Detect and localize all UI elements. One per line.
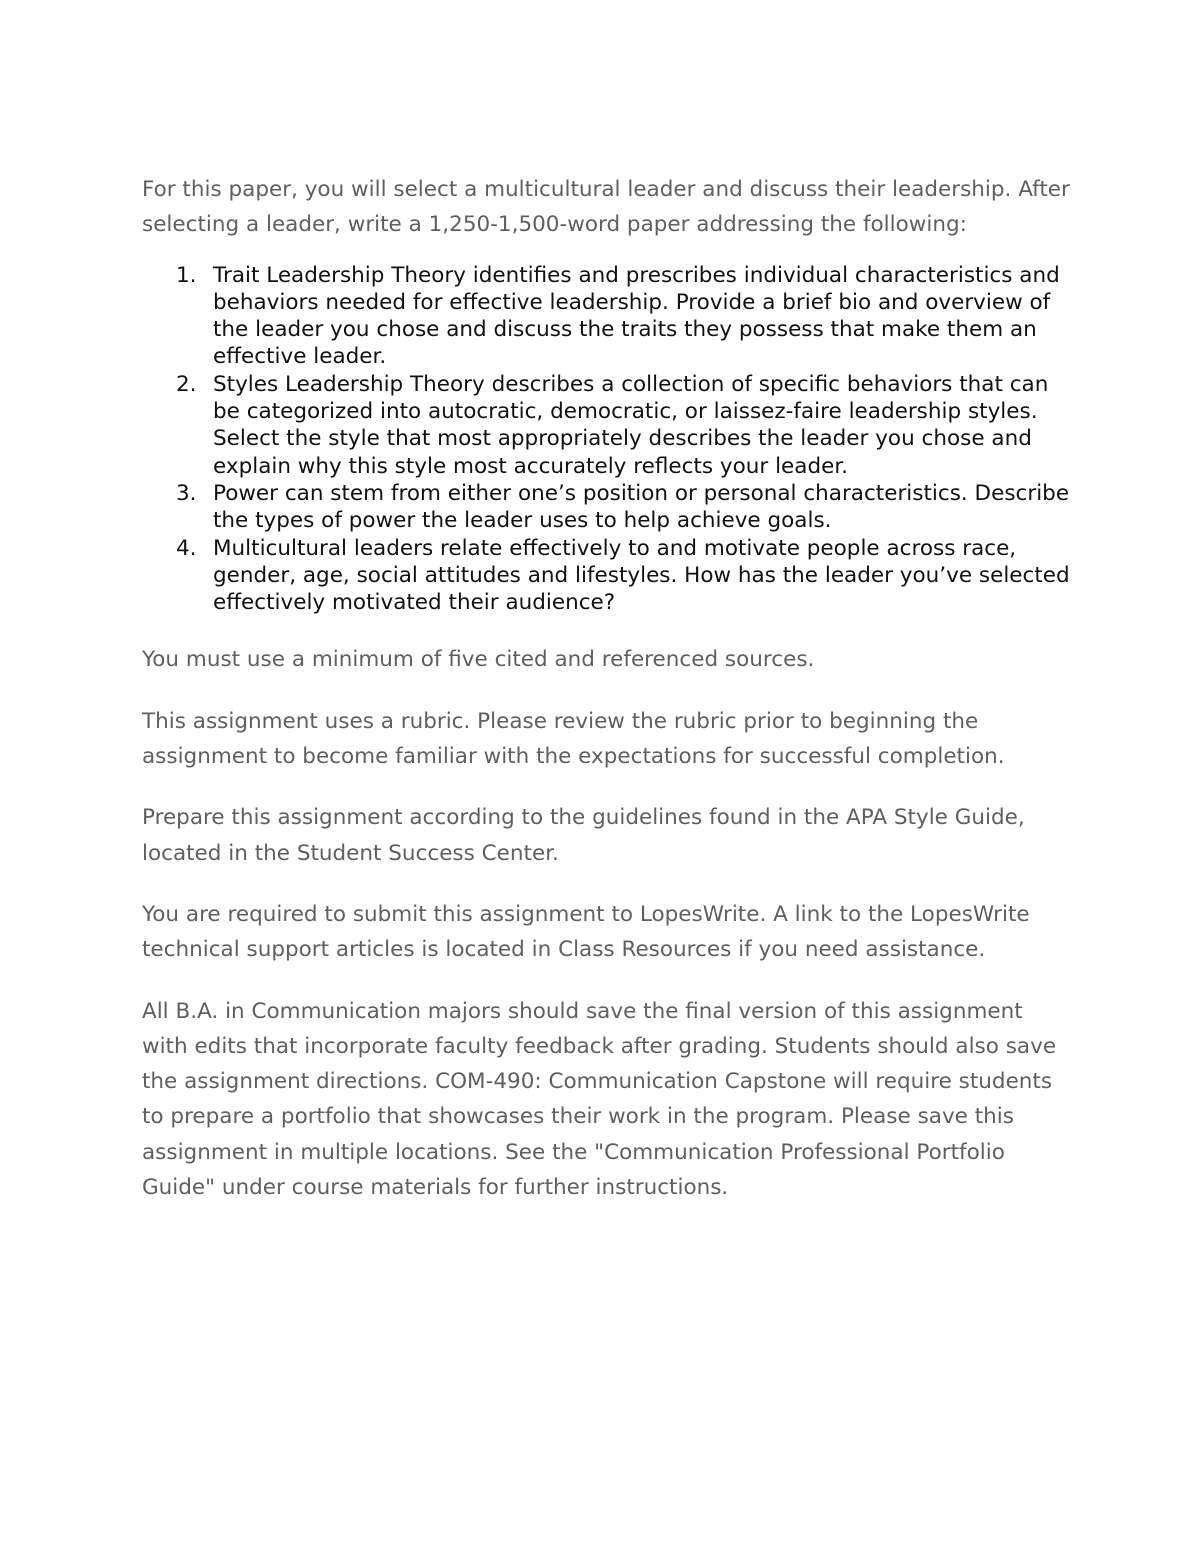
rubric-paragraph: This assignment uses a rubric. Please review the rubric prior to beginning the assignment to become familiar with the expectations for successful completion. xyxy=(142,708,1005,770)
list-item-number: 2. xyxy=(176,371,197,397)
list-item xyxy=(142,371,1072,480)
document-body xyxy=(142,172,1072,1205)
list-item-text: Power can stem from either one’s position or personal characteristics. Describe the types of power the leader uses to help achieve goals. xyxy=(213,480,1070,534)
list-item-number: 1. xyxy=(176,262,197,288)
intro-paragraph: For this paper, you will select a multicultural leader and discuss their leadership. After selecting a leader, write a 1,250-1,500-word paper addressing the following: xyxy=(142,177,1070,238)
list-item-text: Styles Leadership Theory describes a collection of specific behaviors that can be categorized into autocratic, democratic, or laissez-faire leadership styles. Select the style that most appropriately describes the leader you chose and explain why this style most accurately reflects your leader. xyxy=(213,371,1049,479)
list-item-number: 4. xyxy=(176,535,197,561)
apa-paragraph: Prepare this assignment according to the guidelines found in the APA Style Guide, located in the Student Success Center. xyxy=(142,805,1025,866)
list-item-text: Trait Leadership Theory identifies and prescribes individual characteristics and behaviors needed for effective leadership. Provide a brief bio and overview of the leader you chose and discuss the traits they possess that make them an effective leader. xyxy=(213,262,1060,370)
list-item xyxy=(142,262,1072,371)
list-item-number: 3. xyxy=(176,480,197,506)
list-item xyxy=(142,480,1072,535)
requirements-list xyxy=(142,262,1072,617)
lopeswrite-paragraph: You are required to submit this assignment to LopesWrite. A link to the LopesWrite technical support articles is located in Class Resources if you need assistance. xyxy=(142,901,1030,963)
list-item xyxy=(142,535,1072,617)
list-item-text: Multicultural leaders relate effectively to and motivate people across race, gender, age, social attitudes and lifestyles. How has the leader you’ve selected effectively motivated their audience? xyxy=(213,535,1070,616)
portfolio-paragraph: All B.A. in Communication majors should save the final version of this assignment with edits that incorporate faculty feedback after grading. Students should also save the assignment directions. COM-490: Communication Capstone will require students to prepare a portfolio that showcases their work in the program. Please save this assignment in multiple locations. See the "Communication Professional Portfolio Guide" under course materials for further instructions. xyxy=(142,998,1057,1201)
sources-paragraph: You must use a minimum of five cited and referenced sources. xyxy=(142,647,815,673)
